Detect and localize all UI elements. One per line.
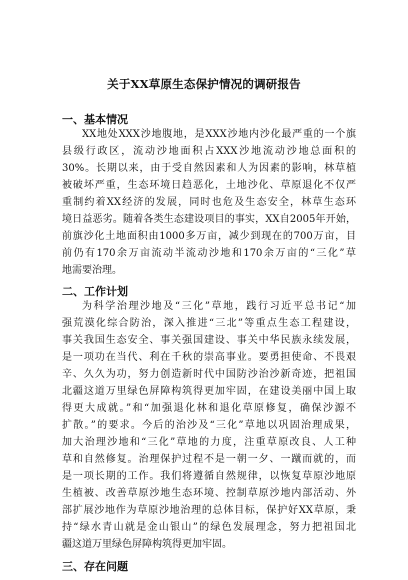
paragraph-line: 加大治理沙地和“三化”草地的力度，注重草原改良、人工种 xyxy=(62,437,356,448)
section-heading-existing-problems: 三、存在问题 xyxy=(62,560,128,573)
paragraph-line: 被破坏严重，生态环境日趋恶化，土地沙化、草原退化不仅严 xyxy=(62,180,356,191)
paragraph-line: 疆这道万里绿色屏障构筑得更加牢固。 xyxy=(62,539,232,550)
document-title: 关于XX草原生态保护情况的调研报告 xyxy=(107,77,301,91)
paragraph-line: 北疆这道万里绿色屏障构筑得更加牢固，在建设美丽中国上取 xyxy=(62,386,356,397)
paragraph-line: 为科学治理沙地及“三化”草地，践行习近平总书记“加 xyxy=(82,301,356,312)
section-heading-basic-situation: 一、基本情况 xyxy=(62,113,128,126)
paragraph-line: 草和自然修复。治理保护过程不是一朝一夕、一蹴而就的，而 xyxy=(62,454,356,465)
paragraph-line: 持“绿水青山就是金山银山”的绿色发展理念，努力把祖国北 xyxy=(62,522,356,533)
paragraph-line: 是一项功在当代、利在千秋的崇高事业。要勇担使命、不畏艰 xyxy=(62,352,356,363)
paragraph-line: XX地处XXX沙地腹地，是XXX沙地内沙化最严重的一个旗 xyxy=(82,129,356,140)
paragraph-line: 30%。长期以来，由于受自然因素和人为因素的影响，林草植 xyxy=(62,163,356,174)
paragraph-line: 扩散。”的要求。今后的治沙及“三化”草地以巩固治理成果， xyxy=(62,420,356,431)
paragraph-line: 强荒漠化综合防治，深入推进“三北”等重点生态工程建设， xyxy=(62,318,356,329)
paragraph-line: 境日益恶劣。随着各类生态建设项目的事实，XX自2005年开始， xyxy=(62,214,356,225)
paragraph-line: 生植被、改善草原沙地生态环境、控制草原沙地内部活动、外 xyxy=(62,488,356,499)
paragraph-line: 前仍有170余万亩流动半流动沙地和170余万亩的“三化”草 xyxy=(62,248,356,259)
paragraph-line: 事关我国生态安全、事关强国建设、事关中华民族永续发展， xyxy=(62,335,356,346)
paragraph-line: 辛、久久为功，努力创造新时代中国防沙治沙新奇迹，把祖国 xyxy=(62,369,356,380)
paragraph-line: 县级行政区，流动沙地面积占XXX沙地流动沙地总面积的 xyxy=(62,146,356,157)
section-heading-work-plan: 二、工作计划 xyxy=(62,285,128,298)
paragraph-line: 部扩展沙地作为草原沙地治理的总体目标，保护好XX草原，秉 xyxy=(62,505,356,516)
paragraph-line: 得更大成就。”和“加强退化林和退化草原修复，确保沙源不 xyxy=(62,403,356,414)
paragraph-line: 前旗沙化土地面积由1000多万亩，减少到现在的700万亩，目 xyxy=(62,231,356,242)
paragraph-line: 重制约着XX经济的发展，同时也危及生态安全，林草生态环 xyxy=(62,197,356,208)
paragraph-line: 地需要治理。 xyxy=(62,265,122,276)
paragraph-line: 是一项长期的工作。我们将遵循自然规律，以恢复草原沙地原 xyxy=(62,471,356,482)
